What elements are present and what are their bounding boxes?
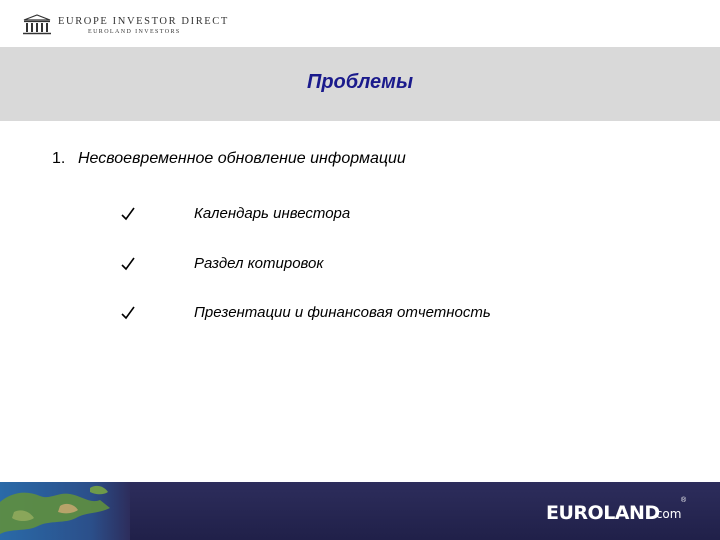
- sub-item-label: Календарь инвестора: [194, 205, 351, 222]
- building-columns-icon: [22, 14, 52, 36]
- sub-item-label: Раздел котировок: [194, 255, 324, 272]
- sub-item-label: Презентации и финансовая отчетность: [194, 304, 491, 321]
- sub-item: [120, 304, 491, 321]
- euroland-logo: EUROLAND: [546, 502, 660, 524]
- item-number: 1.: [52, 150, 66, 167]
- sub-item: [120, 255, 323, 272]
- globe-map-icon: [0, 482, 130, 540]
- item-text: Несвоевременное обновление информации: [78, 150, 406, 167]
- title-band: [0, 47, 720, 121]
- footer-band: [0, 482, 720, 540]
- sub-item: [120, 205, 350, 222]
- brand-header: [22, 14, 229, 36]
- check-icon: [120, 206, 136, 222]
- brand-title: EUROPE INVESTOR DIRECT: [58, 16, 229, 27]
- check-icon: [120, 256, 136, 272]
- brand-subtitle: EUROLAND INVESTORS: [88, 29, 181, 35]
- check-icon: [120, 305, 136, 321]
- slide-title: Проблемы: [306, 71, 414, 93]
- logo-suffix: .com: [652, 507, 682, 521]
- list-item-main: [52, 150, 406, 168]
- registered-mark: ®: [681, 497, 687, 504]
